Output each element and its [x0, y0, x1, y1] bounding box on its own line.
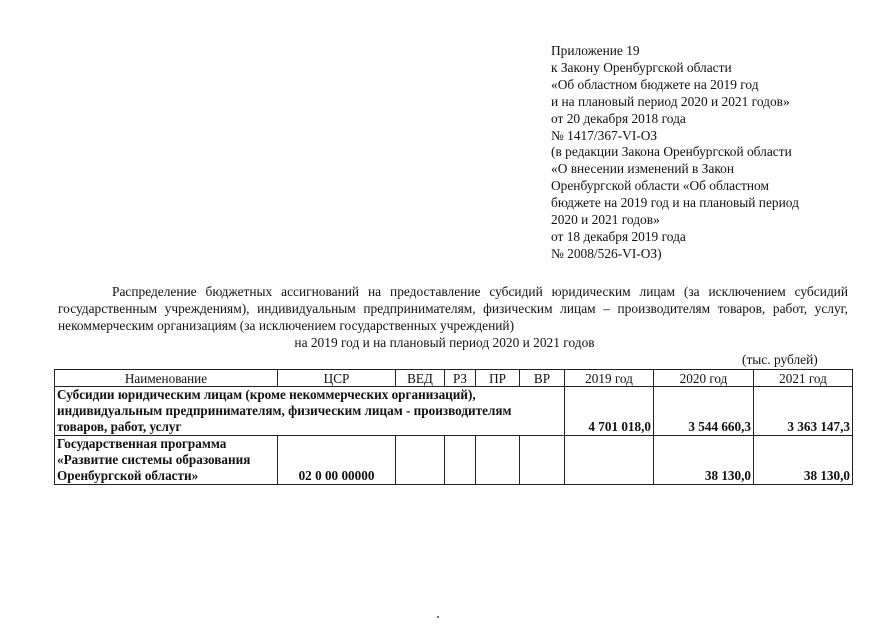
- table-row: [55, 436, 853, 485]
- table-row: [55, 387, 853, 436]
- column-header-pr: ПР: [476, 370, 520, 387]
- column-header-name: Наименование: [55, 370, 278, 387]
- cell-vr: [520, 436, 565, 485]
- column-header-2019: 2019 год: [565, 370, 654, 387]
- appendix-line: № 1417/367-VI-ОЗ: [551, 127, 658, 143]
- cell-pr: [476, 436, 520, 485]
- cell-rz: [445, 436, 476, 485]
- cell-csr: 02 0 00 00000: [278, 436, 396, 485]
- cell-ved: [396, 436, 445, 485]
- appendix-line: (в редакции Закона Оренбургской области: [551, 144, 792, 160]
- units-label: (тыс. рублей): [742, 352, 818, 367]
- cell-2021: 3 363 147,3: [754, 387, 853, 436]
- cell-2021: 38 130,0: [754, 436, 853, 485]
- column-header-rz: РЗ: [445, 370, 476, 387]
- column-header-vr: ВР: [520, 370, 565, 387]
- appendix-line: от 18 декабря 2019 года: [551, 228, 686, 244]
- cell-2019: [565, 436, 654, 485]
- appendix-line: бюджете на 2019 год и на плановый период: [551, 195, 799, 211]
- row-name: Государственная программа «Развитие системы образования Оренбургской области»: [55, 436, 278, 485]
- row-name: Субсидии юридическим лицам (кроме некоммерческих организаций), индивидуальным предпринимателям, физическим лицам - производителям товаров, работ, услуг: [55, 387, 565, 436]
- appendix-line: 2020 и 2021 годов»: [551, 212, 660, 228]
- appendix-line: и на плановый период 2020 и 2021 годов»: [551, 93, 790, 109]
- appendix-line: Приложение 19: [551, 43, 640, 58]
- appendix-line: «О внесении изменений в Закон: [551, 161, 735, 177]
- appendix-header: [551, 43, 799, 263]
- cell-2020: 3 544 660,3: [654, 387, 754, 436]
- table-header-row: [55, 370, 853, 387]
- cell-2020: 38 130,0: [654, 436, 754, 485]
- appendix-line: к Закону Оренбургской области: [551, 59, 732, 75]
- appendix-line: от 20 декабря 2018 года: [551, 110, 686, 126]
- column-header-2021: 2021 год: [754, 370, 853, 387]
- column-header-ved: ВЕД: [396, 370, 445, 387]
- cell-2019: 4 701 018,0: [565, 387, 654, 436]
- document-heading-period: на 2019 год и на плановый период 2020 и 2021 годов: [294, 335, 595, 350]
- column-header-csr: ЦСР: [278, 370, 396, 387]
- scan-speck: [437, 616, 439, 618]
- column-header-2020: 2020 год: [654, 370, 754, 387]
- appendix-line: Оренбургской области «Об областном: [551, 178, 769, 194]
- appendix-line: № 2008/526-VI-ОЗ): [551, 245, 662, 261]
- appendix-line: «Об областном бюджете на 2019 год: [551, 76, 759, 92]
- budget-table: [54, 369, 853, 485]
- document-heading: Распределение бюджетных ассигнований на предоставление субсидий юридическим лицам (за исключением субсидий государственным учреждениям), индивидуальным предпринимателям, физическим лицам – производителям товаров, работ, услуг, некоммерческим организациям (за исключением государственных учреждений): [58, 284, 848, 333]
